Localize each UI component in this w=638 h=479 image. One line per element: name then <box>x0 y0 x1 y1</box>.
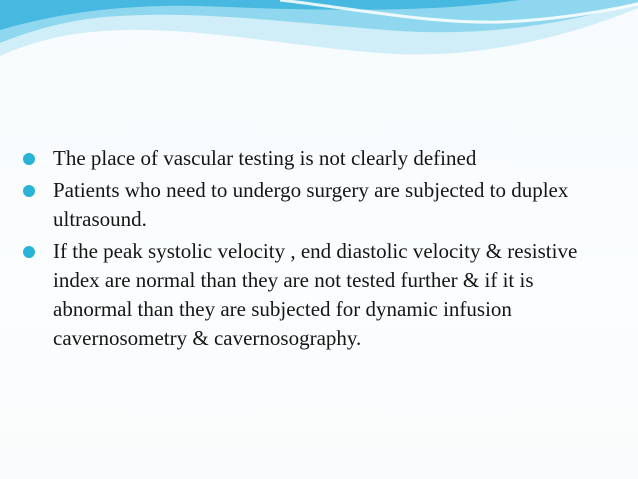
bullet-dot-icon <box>23 185 35 197</box>
bullet-item <box>20 144 600 173</box>
bullet-item <box>20 237 600 353</box>
bullet-list <box>20 144 600 356</box>
header-wave-decoration <box>0 0 638 80</box>
bullet-text: Patients who need to undergo surgery are subjected to duplex ultrasound. <box>53 178 569 231</box>
bullet-text: If the peak systolic velocity , end diastolic velocity & resistive index are normal than they are not tested further & if it is abnormal than they are subjected for dynamic infusion cavernosometry & cavernosography. <box>53 239 578 350</box>
bullet-item <box>20 176 600 234</box>
bullet-text: The place of vascular testing is not clearly defined <box>53 146 477 170</box>
bullet-dot-icon <box>23 153 35 165</box>
bullet-dot-icon <box>23 246 35 258</box>
